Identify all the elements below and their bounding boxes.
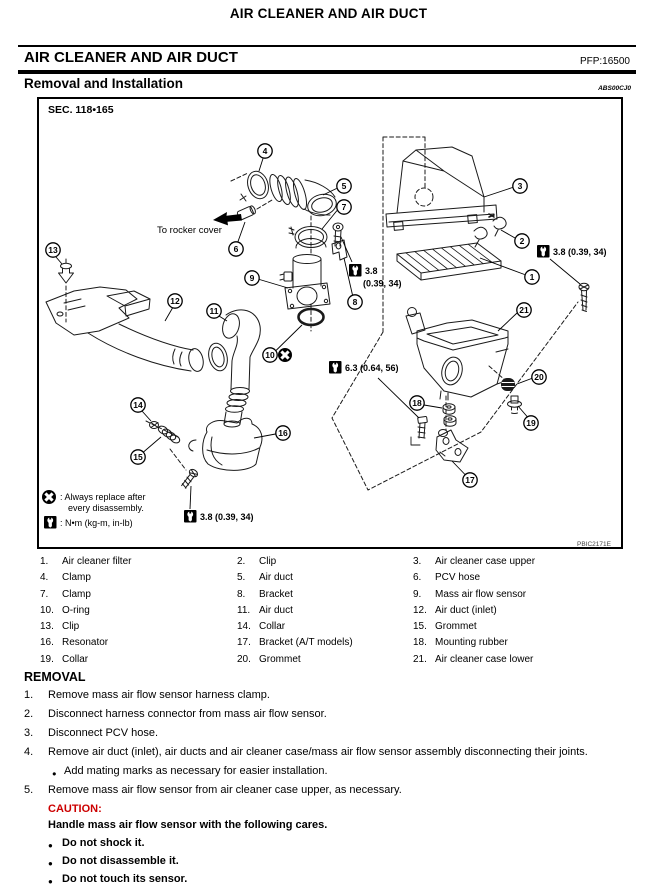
- svg-text:7: 7: [341, 202, 347, 212]
- svg-text:12: 12: [170, 296, 180, 306]
- svg-text:9: 9: [249, 273, 255, 283]
- collar-14-drawing: [150, 422, 159, 429]
- callout-4: [258, 144, 272, 171]
- sec-label: SEC. 118•165: [48, 104, 114, 116]
- screw-upper-right-drawing: [579, 283, 589, 311]
- svg-text:14: 14: [133, 400, 143, 410]
- torque-wrench-icon: [184, 510, 197, 523]
- part-label: PCV hose: [435, 572, 481, 584]
- part-number: 9.: [413, 588, 422, 600]
- part-number: 8.: [237, 588, 246, 600]
- exploded-view-svg: [39, 99, 621, 547]
- parts-row: [40, 637, 624, 653]
- part-number: 3.: [413, 556, 422, 567]
- part-label: Bracket (A/T models): [259, 637, 353, 649]
- parts-list: [40, 556, 624, 670]
- part-item-2: [237, 556, 413, 568]
- step-text: Remove air duct (inlet), air ducts and air cleaner case/mass air flow sensor assembly disconnecting their joints.: [48, 746, 588, 758]
- callout-1: [480, 258, 539, 284]
- exploded-diagram-art: [46, 137, 589, 490]
- torque-value: 6.3 (0.64, 56): [345, 363, 399, 373]
- callout-15: [131, 437, 161, 464]
- callout-18: [410, 396, 442, 410]
- page-header-title: AIR CLEANER AND AIR DUCT: [229, 6, 428, 21]
- rocker-cover-note: To rocker cover: [157, 225, 222, 236]
- caution-intro: Handle mass air flow sensor with the following cares.: [48, 818, 328, 831]
- part-number: 19.: [40, 653, 54, 665]
- always-replace-icon: [278, 348, 292, 362]
- subsection-title: Removal and Installation: [24, 76, 184, 91]
- part-item-12: [413, 605, 624, 617]
- parts-row: [40, 605, 624, 621]
- parts-row: [40, 589, 624, 605]
- callout-3: [484, 179, 527, 197]
- part-item-9: [413, 589, 624, 601]
- part-label: Clip: [259, 556, 277, 567]
- caution-label: CAUTION:: [48, 803, 102, 815]
- removal-steps: [24, 689, 640, 798]
- svg-text:6: 6: [233, 244, 239, 254]
- removal-step-5: [24, 784, 640, 798]
- torque-wrench-icon: [537, 245, 550, 258]
- always-replace-icon: [42, 490, 56, 504]
- torque-wrench-icon: [349, 264, 362, 277]
- part-label: Clamp: [62, 572, 91, 584]
- part-item-10: [40, 605, 237, 617]
- part-label: Air cleaner case upper: [435, 556, 536, 567]
- part-label: Air cleaner filter: [62, 556, 132, 567]
- part-number: 13.: [40, 621, 54, 633]
- step-text: Remove mass air flow sensor harness clamp.: [48, 689, 270, 701]
- grommet-20-drawing: [501, 378, 515, 391]
- svg-text:11: 11: [209, 306, 219, 316]
- callout-14: [131, 398, 151, 421]
- collar-19-drawing: [508, 396, 522, 414]
- part-label: Resonator: [62, 637, 109, 649]
- part-item-13: [40, 621, 237, 633]
- svg-text:13: 13: [48, 245, 58, 255]
- svg-text:2: 2: [519, 236, 525, 246]
- svg-text:16: 16: [278, 428, 288, 438]
- torque-label: [537, 245, 607, 284]
- callout-16: [254, 426, 290, 440]
- removal-step-1: [24, 689, 640, 703]
- part-label: Grommet: [435, 621, 477, 633]
- caution-item: ● Do not disassemble it.: [48, 855, 640, 869]
- svg-text:8: 8: [352, 297, 358, 307]
- callout-21: [498, 303, 531, 331]
- callout-5: [323, 179, 351, 195]
- part-item-19: [40, 654, 237, 666]
- caution-item: ● Do not shock it.: [48, 837, 640, 851]
- part-number: 10.: [40, 604, 54, 616]
- torque-label: [329, 361, 419, 418]
- part-item-1: [40, 556, 237, 568]
- legend-replace-line2: every disassembly.: [68, 503, 144, 513]
- parts-row: [40, 621, 624, 637]
- part-item-20: [237, 654, 413, 666]
- part-number: 16.: [40, 637, 54, 649]
- legend-torque-label: : N•m (kg-m, in-lb): [60, 518, 133, 528]
- svg-text:5: 5: [341, 181, 347, 191]
- figure-code: PBIC2171E: [577, 541, 611, 547]
- part-label: O-ring: [62, 604, 90, 616]
- part-label: Mass air flow sensor: [435, 588, 527, 600]
- part-label: Collar: [62, 653, 89, 665]
- header-rule-thin: [18, 45, 636, 47]
- air-duct-inlet-drawing: [46, 287, 230, 373]
- part-label: Air duct: [259, 572, 293, 584]
- step-number: 2.: [24, 708, 34, 720]
- part-label: Mounting rubber: [435, 637, 508, 649]
- svg-text:10: 10: [265, 350, 275, 360]
- air-cleaner-filter-drawing: [397, 243, 501, 280]
- section-title: AIR CLEANER AND AIR DUCT: [24, 49, 238, 66]
- part-number: 6.: [413, 572, 422, 584]
- part-number: 14.: [237, 621, 251, 633]
- torque-label: [341, 237, 402, 289]
- part-number: 11.: [237, 604, 251, 616]
- removal-step-4: [24, 746, 640, 760]
- step-sub-bullet: ● Add mating marks as necessary for easier installation.: [24, 765, 640, 778]
- torque-wrench-icon: [44, 516, 57, 529]
- part-number: 18.: [413, 637, 427, 649]
- part-label: Air duct (inlet): [435, 604, 497, 616]
- part-label: Air cleaner case lower: [435, 653, 534, 665]
- parts-row: [40, 654, 624, 670]
- part-label: Collar: [259, 621, 286, 633]
- svg-text:21: 21: [519, 305, 529, 315]
- part-item-7: [40, 589, 237, 601]
- clamp-4-drawing: [240, 169, 272, 202]
- removal-heading: REMOVAL: [24, 670, 86, 684]
- svg-text:15: 15: [133, 452, 143, 462]
- svg-text:19: 19: [526, 418, 536, 428]
- step-number: 1.: [24, 689, 34, 701]
- legend-replace-line1: : Always replace after: [60, 492, 146, 502]
- part-number: 15.: [413, 621, 427, 633]
- part-item-21: [413, 654, 624, 666]
- part-number: 12.: [413, 604, 427, 616]
- svg-text:4: 4: [262, 146, 268, 156]
- part-label: Bracket: [259, 588, 293, 600]
- air-cleaner-case-lower-drawing: [406, 308, 508, 401]
- svg-text:20: 20: [534, 372, 544, 382]
- section-code: ABS00CJ0: [598, 85, 631, 92]
- air-duct-5-drawing: [267, 173, 338, 219]
- torque-value: 3.8 (0.39, 34): [553, 247, 607, 257]
- callout-17: [452, 461, 477, 487]
- part-item-16: [40, 637, 237, 649]
- bracket-17-drawing: [436, 430, 468, 463]
- caution-item: ● Do not touch its sensor.: [48, 873, 640, 887]
- callout-20: [517, 370, 546, 384]
- part-label: Clip: [62, 621, 80, 633]
- step-number: 4.: [24, 746, 34, 758]
- part-number: 20.: [237, 653, 251, 665]
- part-number: 21.: [413, 653, 427, 665]
- callout-13: [46, 243, 62, 264]
- part-item-15: [413, 621, 624, 633]
- part-number: 17.: [237, 637, 251, 649]
- mounting-rubber-18-drawing: [443, 404, 456, 426]
- part-number: 1.: [40, 556, 49, 567]
- svg-text:17: 17: [465, 475, 475, 485]
- air-cleaner-case-upper-drawing: [386, 147, 497, 230]
- caution-list: [48, 837, 640, 887]
- bracket-8-drawing: [332, 223, 347, 260]
- removal-step-2: [24, 708, 640, 722]
- part-item-8: [237, 589, 413, 601]
- part-item-5: [237, 572, 413, 584]
- svg-text:18: 18: [412, 398, 422, 408]
- air-duct-11-drawing: [220, 310, 260, 427]
- pfp-code: PFP:16500: [579, 56, 630, 67]
- part-number: 4.: [40, 572, 49, 584]
- torque-label: [184, 486, 254, 523]
- callout-6: [229, 222, 245, 256]
- part-item-18: [413, 637, 624, 649]
- part-number: 7.: [40, 588, 49, 600]
- part-item-17: [237, 637, 413, 649]
- torque-value: 3.8 (0.39, 34): [200, 512, 254, 522]
- parts-row: [40, 572, 624, 588]
- step-text: Disconnect PCV hose.: [48, 727, 159, 739]
- callout-19: [518, 406, 538, 430]
- parts-row: [40, 556, 624, 572]
- removal-section: [24, 670, 640, 886]
- part-label: Air duct: [259, 604, 293, 616]
- part-item-4: [40, 572, 237, 584]
- part-number: 5.: [237, 572, 246, 584]
- callout-2: [501, 230, 529, 248]
- part-item-11: [237, 605, 413, 617]
- screw-resonator-drawing: [180, 468, 199, 490]
- torque-wrench-icon: [329, 361, 342, 374]
- grommet-15-drawing: [157, 424, 181, 444]
- step-text: Remove mass air flow sensor from air cleaner case upper, as necessary.: [48, 784, 402, 796]
- torque-value: 3.8: [365, 266, 378, 276]
- svg-text:1: 1: [529, 272, 535, 282]
- caution-block: [48, 803, 640, 886]
- mass-air-flow-sensor-drawing: [280, 238, 330, 309]
- exploded-view-figure: [37, 97, 623, 549]
- step-number: 3.: [24, 727, 34, 739]
- callout-12: [165, 294, 182, 321]
- header-rule-thick: [18, 70, 636, 74]
- torque-value: (0.39, 34): [363, 278, 402, 289]
- part-item-14: [237, 621, 413, 633]
- svg-text:3: 3: [517, 181, 523, 191]
- step-text: Disconnect harness connector from mass air flow sensor.: [48, 708, 327, 720]
- part-label: Clamp: [62, 588, 91, 600]
- callout-layer: [46, 144, 546, 487]
- part-number: 2.: [237, 556, 246, 567]
- removal-step-3: [24, 727, 640, 741]
- clamp-7-drawing: [289, 227, 327, 248]
- callout-11: [207, 304, 227, 321]
- step-number: 5.: [24, 784, 34, 796]
- bolt-17-drawing: [411, 416, 427, 445]
- part-label: Grommet: [259, 653, 301, 665]
- part-item-6: [413, 572, 624, 584]
- part-item-3: [413, 556, 624, 568]
